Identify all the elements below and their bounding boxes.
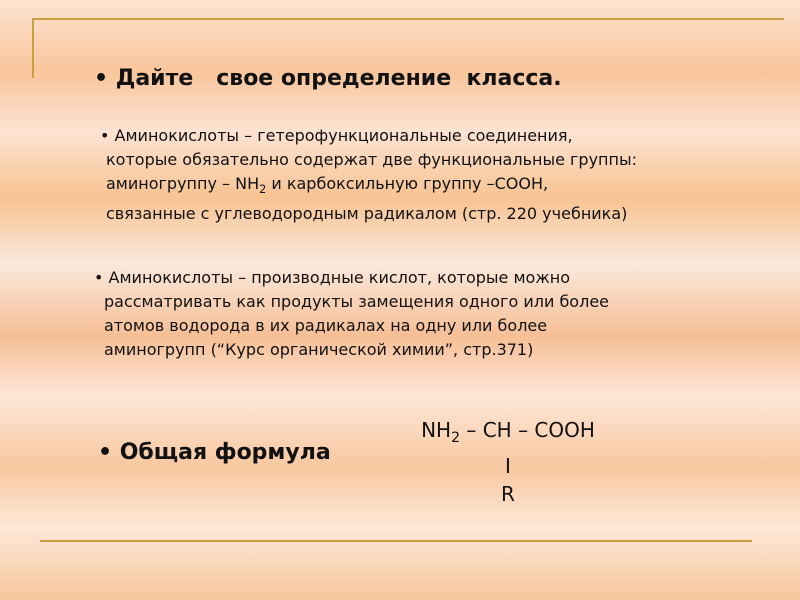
definition-2-line-3: атомов водорода в их радикалах на одну или более: [104, 316, 548, 335]
formula-nh: NH: [421, 418, 452, 442]
definition-2-line-1: [94, 266, 734, 290]
formula-main-line: [421, 418, 595, 446]
definition-1-line-4: связанные с углеводородным радикалом (стр. 220 учебника): [106, 204, 628, 224]
general-formula-label: • Общая формула: [98, 440, 331, 465]
definition-2-text: Аминокислоты – производные кислот, которые можно: [103, 268, 570, 287]
definition-2: [94, 266, 734, 362]
definition-1-line-2: которые обязательно содержат две функциональные группы:: [106, 150, 637, 169]
bullet: •: [100, 126, 110, 145]
frame-top-line: [32, 18, 784, 20]
definition-1-line-1: [100, 124, 740, 148]
formula-radical: R: [501, 482, 515, 506]
definition-1-text: Аминокислоты – гетерофункциональные соединения,: [109, 126, 573, 145]
definition-1: [100, 124, 740, 226]
slide-heading: • Дайте свое определение класса.: [94, 66, 562, 91]
formula-subscript: 2: [451, 430, 460, 446]
formula-bond: I: [505, 454, 511, 478]
definition-2-line-2: рассматривать как продукты замещения одного или более: [104, 292, 610, 311]
subscript: 2: [259, 183, 267, 197]
definition-1-text-3b: и карбоксильную группу –СООН,: [266, 174, 549, 193]
definition-1-line-3: [100, 172, 740, 202]
general-formula: [400, 416, 616, 508]
frame-vertical-line: [32, 18, 34, 78]
frame-bottom-line: [40, 540, 752, 542]
formula-rest: – CH – COOH: [460, 418, 595, 442]
definition-1-text-3a: аминогруппу – NH: [106, 174, 260, 193]
bullet: •: [94, 268, 104, 287]
definition-2-line-4: аминогрупп (“Курс органической химии”, стр.371): [104, 340, 534, 359]
